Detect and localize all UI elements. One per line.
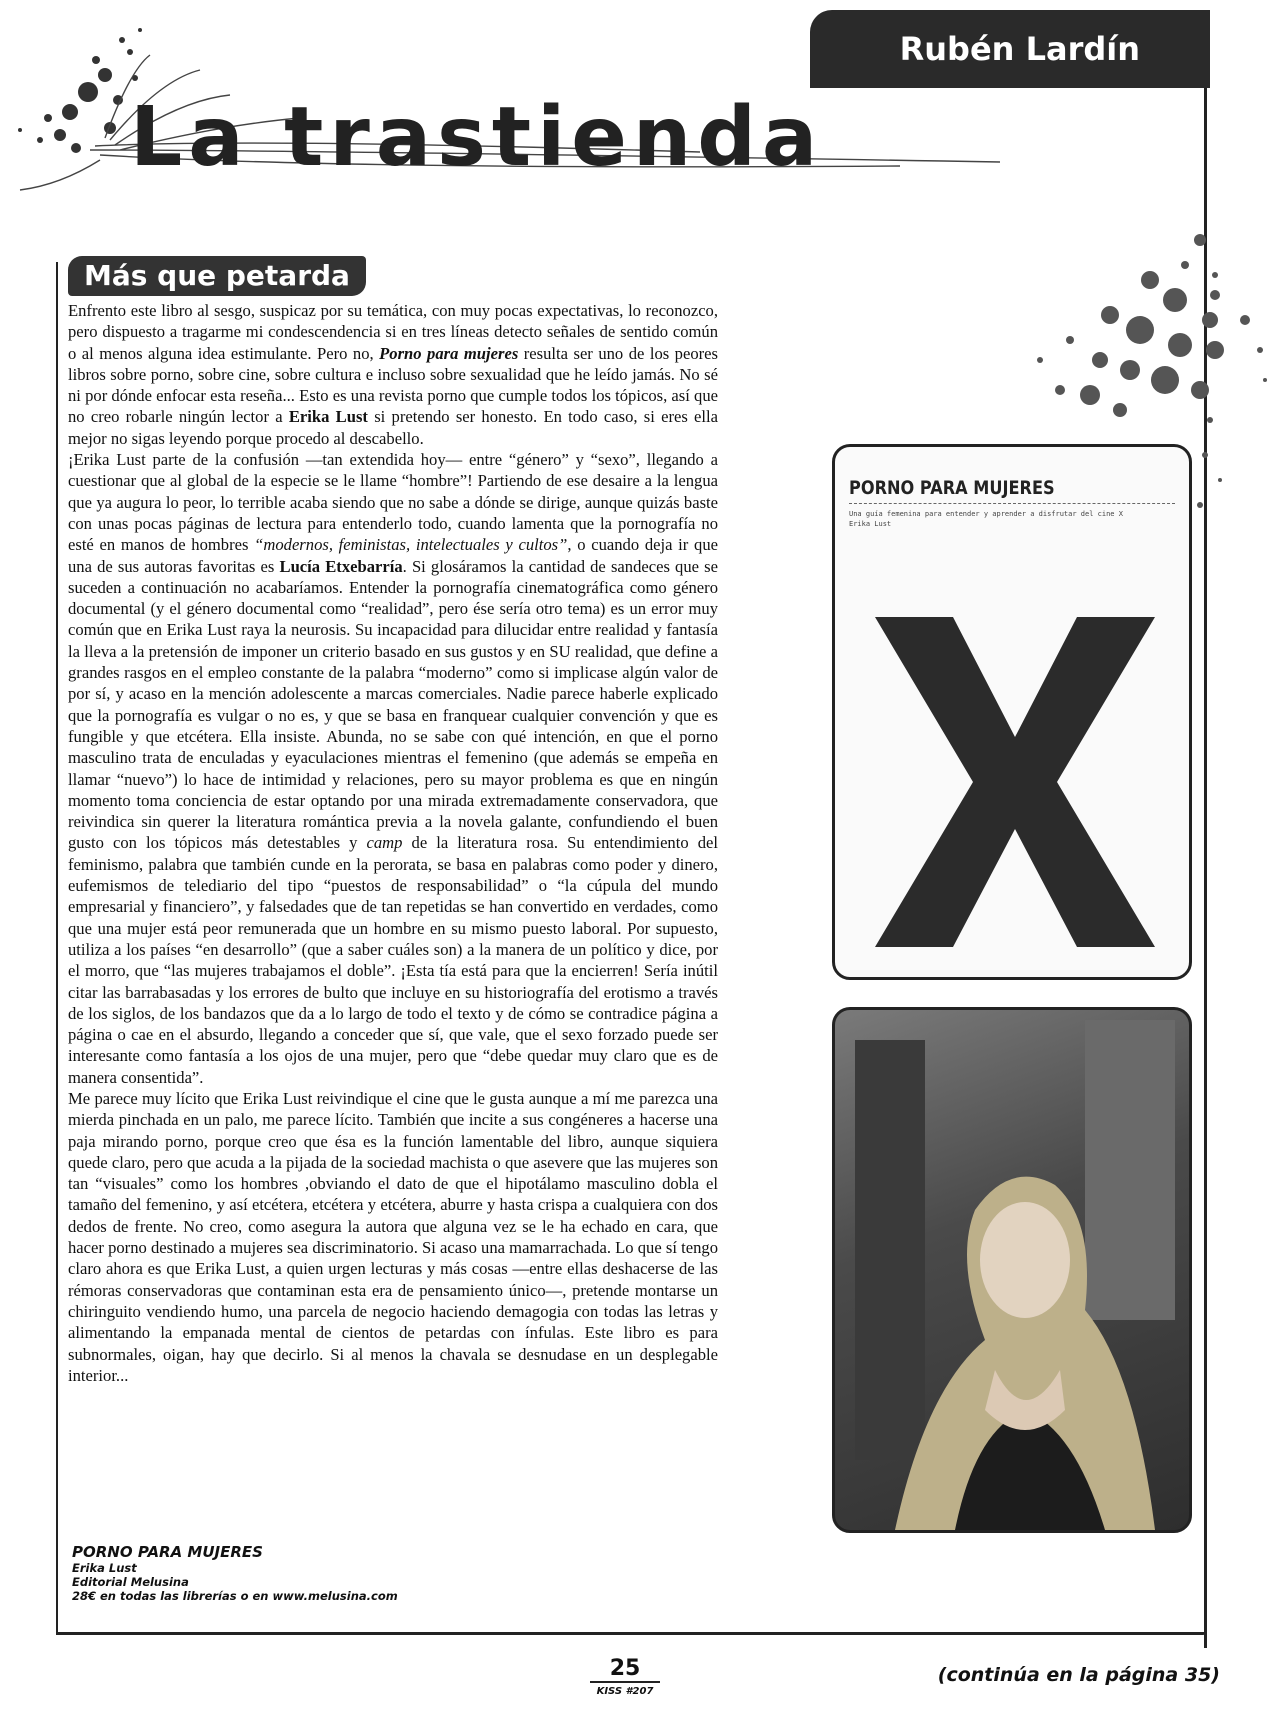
cover-subtitle: Una guía femenina para entender y aprender a disfrutar del cine X — [849, 510, 1123, 518]
article-paragraph — [68, 1088, 718, 1386]
emphasis-run: camp — [366, 833, 403, 853]
author-photo — [832, 1007, 1192, 1533]
emphasis-run: Erika Lust — [288, 407, 368, 427]
text-run: de la literatura rosa. Su entendimiento del feminismo, palabra que también cunde en la perorata, se basa en palabras como poder y dinero, eufemismos de telediario del tipo “puestos de responsabilidad” o “la cúpula del mundo empresarial y financiero”, y falsedades que de tan repetidas se han convertido en verdades, como que una mujer está peor remunerada que un hombre en su mismo puesto laboral. Por supuesto, utiliza a los países “en desarrollo” (que a saber cuáles son) a la manera de un político y dice, por el morro, que “las mujeres trabajamos el doble”. ¡Esta tía está para que la encierren! Sería inútil citar las barrabasadas y los errores de bulto que incluye en su historiografía del erotismo a través de los siglos, de los bandazos que da a lo largo de todo el texto y de cómo se contradice página a página o cae en el absurdo, llegando a conceder que sí, que vale, que el sexo forzado puede ser interesante como fantasía a los ojos de una mujer, pero que “debe quedar muy claro que es de manera consentida”. — [68, 833, 718, 1087]
text-run: , o cuando deja ir que una de sus autoras favoritas es — [68, 535, 718, 576]
book-credits — [72, 1543, 398, 1603]
text-run: si pretendo ser honesto. En todo caso, si eres ella mejor no sigas leyendo porque procedo al descabello. — [68, 407, 718, 448]
book-cover — [832, 444, 1192, 980]
article-paragraph — [68, 300, 718, 449]
text-run: . Si glosáramos la cantidad de sandeces que se suceden a continuación no acabaríamos. Entender la pornografía cinematográfica como género documental (y el género documental como “realidad”, pero ése sería otro tema) es un error muy común que en Erika Lust raya la neurosis. Su incapacidad para dilucidar entre realidad y fantasía la lleva a la pretensión de imponer un criterio basado en sus gustos y en SU realidad, que define a grandes rasgos en el empleo constante de la palabra “moderno” como si implicase algún valor de por sí, y acaso en la mención adolescente a marcas comerciales. Nadie parece haberle explicado que la pornografía es vulgar o no es, y que se basa en franquear cualquier convención y que es fungible y que etcétera. Ella insiste. Abunda, no se sabe con qué intención, en que el porno masculino trata de enculadas y eyaculaciones mientras el femenino (que además se empeña en llamar “nuevo”) lo hace de intimidad y relaciones, pero su mayor problema es que en ningún momento toma conciencia de estar optando por una mirada extremadamente conservadora, que reivindica sin querer la literatura romántica previa a la novela galante, confundiendo el buen gusto con los tópicos más detestables y — [68, 556, 718, 853]
section-title: La trastienda — [130, 90, 824, 185]
text-run: resulta ser uno de los peores libros sobre porno, sobre cine, sobre cultura e incluso sobre sexualidad que he leído jamás. No sé ni por dónde enfocar esta reseña... Esto es una revista porno que cumple todos los tópicos, así que no creo robarle ningún lector a — [68, 343, 718, 427]
cover-rule — [849, 503, 1175, 505]
cover-author: Erika Lust — [849, 520, 892, 528]
text-run: Enfrento este libro al sesgo, suspicaz por su temática, con muy pocas expectativas, lo reconozco, pero dispuesto a tragarme mi condescendencia si en tres líneas detecto señales de sentido común o al menos alguna idea estimulante. Pero no, — [68, 301, 718, 363]
credits-author: Erika Lust — [72, 1561, 137, 1575]
page-frame-bottom — [56, 1632, 1206, 1635]
emphasis-run: “modernos, feministas, intelectuales y cultos” — [254, 535, 568, 555]
cover-title: PORNO PARA MUJERES — [849, 477, 1055, 499]
page-number: 25 — [609, 1656, 641, 1681]
emphasis-run: Porno para mujeres — [379, 343, 519, 363]
credits-publisher: Editorial Melusina — [72, 1575, 189, 1589]
issue-label: KISS #207 — [596, 1686, 654, 1697]
article-body — [68, 300, 718, 1386]
page-frame-left — [56, 262, 58, 1632]
text-run: ¡Erika Lust parte de la confusión —tan extendida hoy— entre “género” y “sexo”, llegando a cuestionar que al global de la especie se le llame “hombre”! Partiendo de ese desaire a la lengua que ya augura lo peor, lo terrible acaba siendo que no sabe a dónde se dirige, aunque quizás baste con unas pocas páginas de lectura para entenderlo todo, cuando lamenta que la pornografía no esté en manos de hombres — [68, 450, 718, 555]
article-paragraph — [68, 449, 718, 1088]
emphasis-run: Lucía Etxebarría — [279, 556, 403, 576]
continues-note: (continúa en la página 35) — [937, 1664, 1220, 1686]
author-name: Rubén Lardín — [899, 30, 1140, 68]
credits-price: 28€ en todas las librerías o en www.melusina.com — [72, 1589, 398, 1603]
page-number-rule — [590, 1681, 660, 1683]
author-photo-illustration — [835, 1010, 1189, 1530]
credits-book-title: PORNO PARA MUJERES — [72, 1543, 263, 1561]
cover-subtitle-block — [849, 509, 1169, 529]
text-run: Me parece muy lícito que Erika Lust reivindique el cine que le gusta aunque a mí me parezca una mierda pinchada en un palo, me parece lícito. También que incite a sus congéneres a hacerse una paja mirando porno, porque creo que ésa es la función lamentable del libro, aunque siquiera quede claro, pero que acuda a la pijada de la sociedad machista o que asevere que las mujeres son tan “visuales” como los hombres ,obviando el dato de que el hipotálamo masculino dobla el tamaño del femenino, y así etcétera, etcétera y etcétera, aburre y hasta crispa a cualquiera con dos dedos de frente. No creo, como asegura la autora que alguna vez se le ha echado en cara, que hacer porno destinado a mujeres sea discriminatorio. Si acaso una mamarrachada. Lo que sí tengo claro ahora es que Erika Lust, a quien urgen lecturas y más cosas —entre ellas deshacerse de las rémoras conservadoras que contaminan esta era de pensamiento único—, pretende montarse un chiringuito vendiendo humo, una parcela de negocio haciendo demagogia con todas las letras y alimentando la empanada mental de cientos de petardas con ínfulas. Este libro es para subnormales, oigan, hay que decirlo. Si al menos la chavala se desnudase en un desplegable interior... — [68, 1088, 718, 1385]
x-letter-graphic — [875, 617, 1155, 947]
article-title: Más que petarda — [68, 256, 366, 296]
author-banner — [810, 10, 1210, 88]
